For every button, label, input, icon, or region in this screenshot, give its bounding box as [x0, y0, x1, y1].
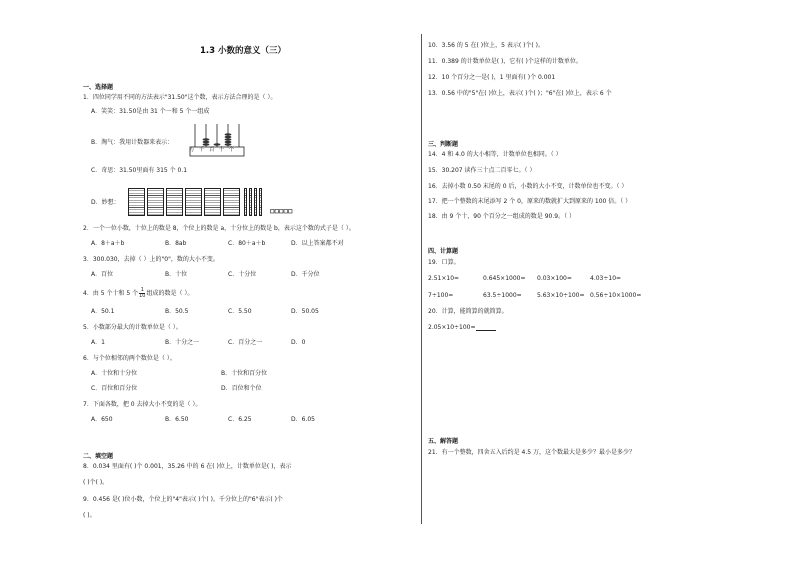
section-fill-heading: 二、填空题 — [83, 453, 114, 460]
abacus-label-bai: 百 — [208, 147, 219, 153]
q17: 17．把一个整数的末尾添写 2 个 0，原来的数就扩大到原来的 100 倍。（ ） — [428, 198, 632, 205]
q20-expression-text: 2.05×10÷100= — [428, 324, 476, 331]
q14: 14．4 和 4.0 的大小相等，计数单位也相同。（ ） — [428, 151, 562, 158]
q12: 12．10 个百分之一是( )，1 里面有( )个 0.001 — [428, 74, 556, 81]
hundred-cube — [147, 188, 164, 216]
q7-stem: 7．下面各数，把 0 去掉大小不变的是（ ）。 — [83, 401, 202, 408]
q6-stem: 6．与个位相邻的两个数位是（ ）。 — [83, 355, 176, 362]
hundred-cube — [185, 188, 202, 216]
abacus-label-qian: 千 — [198, 147, 209, 153]
q4-fraction — [139, 288, 145, 299]
q19-item: 0.645×1000= — [483, 275, 526, 282]
q1-option-b: B．淘气：我用计数器来表示： — [91, 139, 174, 146]
hundred-cube — [223, 188, 240, 216]
q19-item: 2.51×10= — [428, 275, 460, 282]
q3-option-d: D．千分位 — [291, 271, 320, 278]
hundred-cube — [128, 188, 145, 216]
section-judge-heading: 三、判断题 — [428, 141, 459, 148]
q1-option-d: D．妙想： — [91, 199, 120, 206]
q2-option-d: D．以上答案都不对 — [291, 240, 344, 247]
section-choice-heading: 一、选择题 — [83, 84, 114, 91]
q3-option-a: A．百位 — [91, 271, 114, 278]
q2-option-a: A．8＋a＋b — [91, 240, 125, 247]
q19-item: 5.63×10÷100= — [537, 292, 585, 299]
hundred-cube — [204, 188, 221, 216]
q19-item: 63.5÷1000= — [483, 292, 522, 299]
q7-option-b: B．6.50 — [165, 416, 189, 423]
q11: 11．0.389 的计数单位是( )，它有( )个这样的计数单位。 — [428, 58, 582, 65]
q4-stem-part2: 组成的数是（ ）。 — [146, 290, 194, 297]
q7-option-d: D．6.05 — [291, 416, 315, 423]
abacus-label-ge: 个 — [228, 147, 239, 153]
q5-option-b: B．十分之一 — [165, 339, 200, 346]
ten-strip — [244, 188, 247, 216]
q3-option-b: B．十位 — [165, 271, 188, 278]
hundred-cube — [166, 188, 183, 216]
q19-item: 4.03÷10= — [590, 275, 622, 282]
q16: 16．去掉小数 0.50 末尾的 0 后，小数的大小不变，计数单位也不变。（ ） — [428, 183, 628, 190]
q6-option-d: D．百位和个位 — [221, 385, 262, 392]
q9-line2: ( )。 — [83, 512, 96, 519]
q3-stem: 3．300.030，去掉（ ）上的"0"，数的大小不变。 — [83, 256, 219, 263]
q6-option-a: A．十位和十分位 — [91, 370, 138, 377]
ten-strip — [259, 188, 262, 216]
q4-fraction-numerator: 1 — [140, 287, 144, 293]
q2-stem: 2．一个一位小数，十位上的数是 8，个位上的数是 a，十分位上的数是 b，表示这个数的式子是（ ）。 — [83, 225, 355, 232]
q19-label: 19．口算。 — [428, 259, 460, 266]
abacus-label-wan: 万 — [189, 147, 199, 153]
q4-stem-part1: 4．由 5 个十和 5 个 — [83, 290, 139, 297]
q19-item: 7÷100= — [428, 292, 454, 299]
q4-option-d: D．50.05 — [291, 308, 319, 315]
abacus-labels — [189, 147, 239, 154]
ten-strip — [254, 188, 257, 216]
q20-answer-blank[interactable] — [476, 325, 496, 331]
q8-line1: 8．0.034 里面有( )个 0.001，35.26 中的 6 在( )位上，计数单位是( )，表示 — [83, 463, 292, 470]
abacus-label-shi: 十 — [218, 147, 229, 153]
q19-item: 0.03×100= — [537, 275, 572, 282]
q7-option-c: C．6.25 — [228, 416, 252, 423]
q8-line2: ( )个( )。 — [83, 479, 109, 486]
q4-option-a: A．50.1 — [91, 308, 115, 315]
section-answer-heading: 五、解答题 — [428, 438, 459, 445]
q1-stem: 1．四位同学用不同的方法表示"31.50"这个数，表示方法合理的是（ ）。 — [83, 94, 277, 101]
q6-option-c: C．百位和百分位 — [91, 385, 138, 392]
q4-stem — [83, 288, 193, 300]
q9-line1: 9．0.456 是( )位小数，个位上的"4"表示( )个( )，千分位上的"6"表示( )个 — [83, 496, 283, 503]
unit-cubes — [270, 209, 296, 214]
q10: 10．3.56 的 5 在( )位上，5 表示( )个( )。 — [428, 42, 545, 49]
q7-option-a: A．650 — [91, 416, 113, 423]
q15: 15．30.207 读作三十点二百零七。（ ） — [428, 167, 536, 174]
section-calc-heading: 四、计算题 — [428, 248, 459, 255]
worksheet-title: 1.3 小数的意义（三） — [200, 46, 287, 56]
column-divider — [421, 34, 422, 524]
q5-option-c: C．百分之一 — [228, 339, 263, 346]
q5-option-d: D．0 — [291, 339, 306, 346]
q4-fraction-denominator: 10 — [139, 293, 146, 299]
q19-item: 0.56÷10×1000= — [590, 292, 642, 299]
q13: 13．0.56 中的"5"在( )位上，表示( )个( )；"6"在( )位上，表示 6 个 — [428, 90, 612, 97]
q6-option-b: B．十位和百分位 — [221, 370, 268, 377]
q4-option-b: B．50.5 — [165, 308, 189, 315]
q4-option-c: C．5.50 — [228, 308, 252, 315]
q18: 18．由 9 个十，90 个百分之一组成的数是 90.9。（ ） — [428, 213, 575, 220]
q3-option-c: C．十分位 — [228, 271, 257, 278]
q20-label: 20．计算，能简算的就简算。 — [428, 308, 508, 315]
q1-option-c: C．奇思：31.50里面有 315 个 0.1 — [91, 167, 188, 174]
q5-option-a: A．1 — [91, 339, 105, 346]
q2-option-b: B．8ab — [165, 240, 187, 247]
q1-option-a: A．笑笑：31.50是由 31 个一和 5 个一组成 — [91, 108, 210, 115]
ten-strip — [249, 188, 252, 216]
q21: 21．有一个整数，四舍五入后约是 4.5 万，这个数最大是多少？最小是多少？ — [428, 449, 635, 456]
q20-expression — [428, 324, 496, 331]
q2-option-c: C．80＋a＋b — [228, 240, 266, 247]
q5-stem: 5．小数部分最大的计数单位是（ ）。 — [83, 324, 182, 331]
